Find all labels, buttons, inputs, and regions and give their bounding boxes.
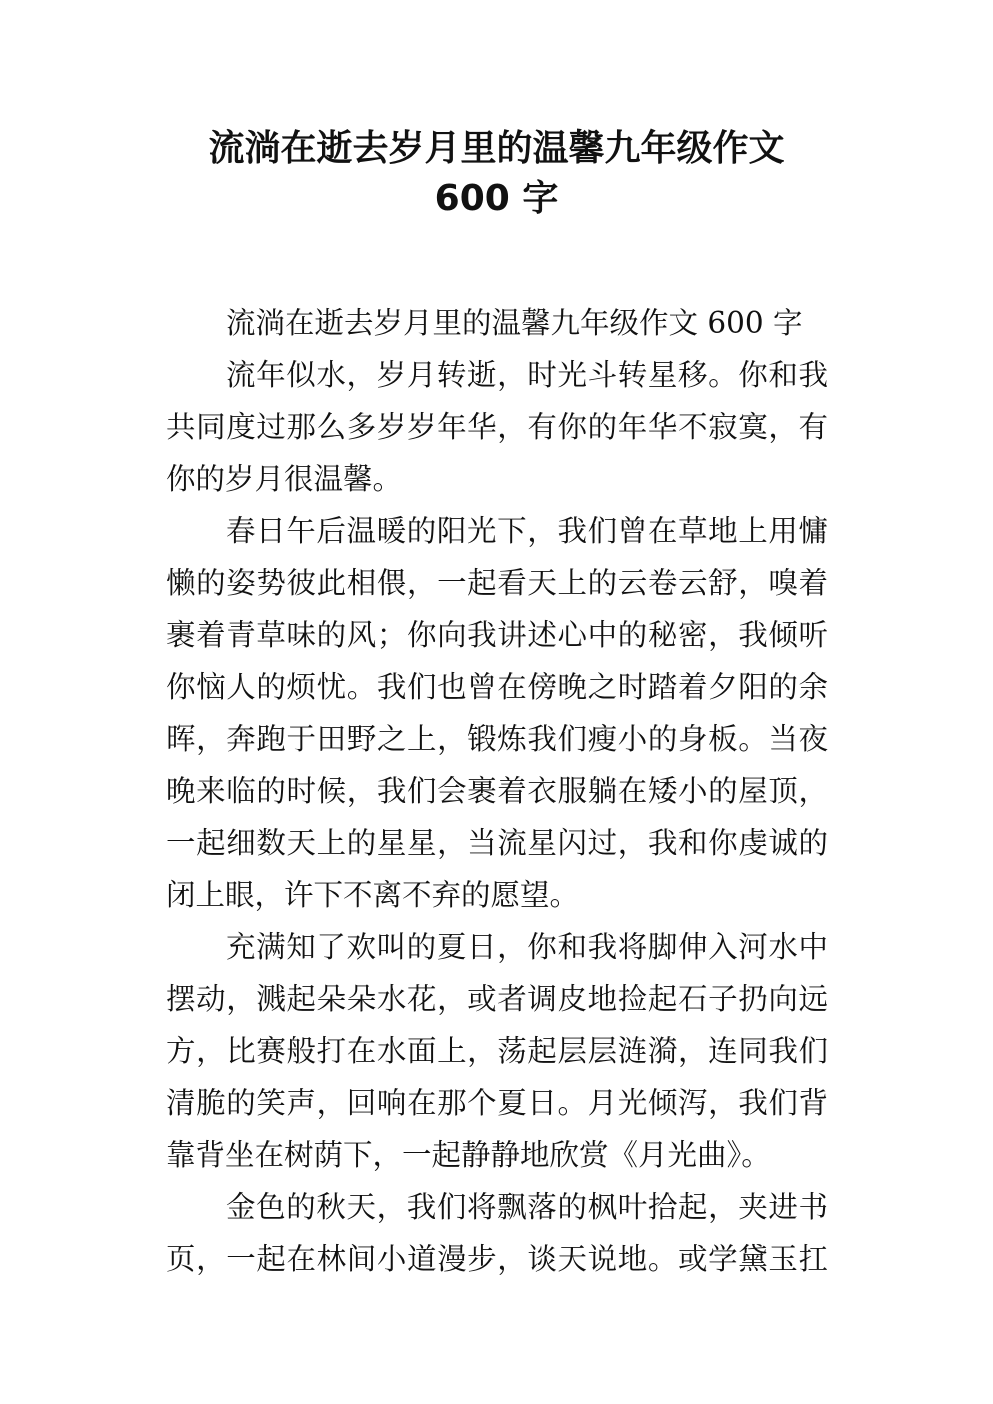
paragraph xyxy=(166,921,828,1181)
paragraph-line: 裹着青草味的风；你向我讲述心中的秘密，我倾听 xyxy=(166,618,828,652)
paragraph-line: 靠背坐在树荫下，一起静静地欣赏《月光曲》。 xyxy=(166,1138,771,1172)
subtitle: 流淌在逝去岁月里的温馨九年级作文 600 字 xyxy=(226,306,803,340)
paragraph-line: 流年似水，岁月转逝，时光斗转星移。你和我 xyxy=(226,358,828,392)
paragraph xyxy=(166,349,828,505)
paragraph xyxy=(166,1181,828,1285)
paragraph-line: 清脆的笑声，回响在那个夏日。月光倾泻，我们背 xyxy=(166,1086,828,1120)
paragraph-line: 摆动，溅起朵朵水花，或者调皮地捡起石子扔向远 xyxy=(166,982,828,1016)
document-body xyxy=(166,297,828,1285)
title-line-2: 600 字 xyxy=(434,178,559,219)
document-title xyxy=(0,124,993,224)
paragraph-line: 共同度过那么多岁岁年华，有你的年华不寂寞，有 xyxy=(166,410,828,444)
paragraph-line: 金色的秋天，我们将飘落的枫叶拾起，夹进书 xyxy=(226,1190,828,1224)
paragraph-line: 方，比赛般打在水面上，荡起层层涟漪，连同我们 xyxy=(166,1034,828,1068)
paragraph-line: 晚来临的时候，我们会裹着衣服躺在矮小的屋顶， xyxy=(166,774,828,808)
paragraph-line: 春日午后温暖的阳光下，我们曾在草地上用慵 xyxy=(226,514,828,548)
paragraph-line: 你的岁月很温馨。 xyxy=(166,462,403,496)
paragraph xyxy=(166,505,828,921)
paragraph-line: 闭上眼，许下不离不弃的愿望。 xyxy=(166,878,580,912)
paragraph-line: 一起细数天上的星星，当流星闪过，我和你虔诚的 xyxy=(166,826,828,860)
paragraph-line: 页，一起在林间小道漫步，谈天说地。或学黛玉扛 xyxy=(166,1242,828,1276)
paragraph-line: 懒的姿势彼此相偎，一起看天上的云卷云舒，嗅着 xyxy=(166,566,828,600)
paragraph-line: 你恼人的烦忧。我们也曾在傍晚之时踏着夕阳的余 xyxy=(166,670,828,704)
title-line-1: 流淌在逝去岁月里的温馨九年级作文 xyxy=(208,128,785,169)
paragraph-line: 晖，奔跑于田野之上，锻炼我们瘦小的身板。当夜 xyxy=(166,722,828,756)
paragraph-line: 充满知了欢叫的夏日，你和我将脚伸入河水中 xyxy=(226,930,828,964)
